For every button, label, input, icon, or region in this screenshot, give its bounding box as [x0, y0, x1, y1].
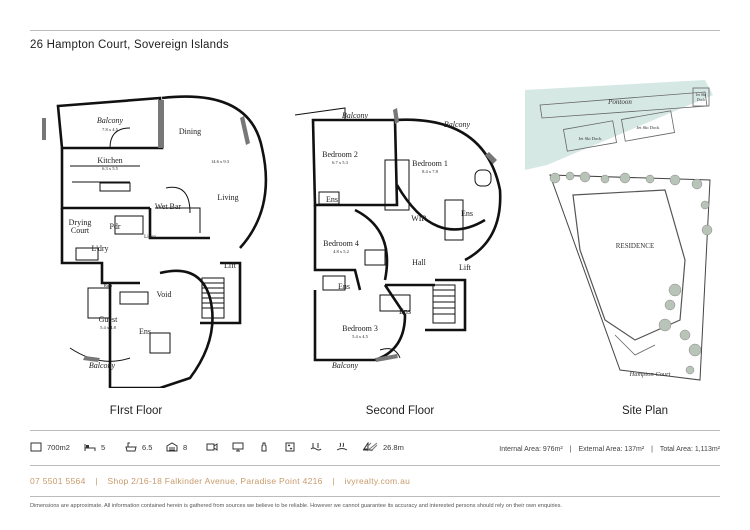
bedroom3-label: Bedroom 3 — [342, 324, 378, 333]
bedroom4-dim: 4.8 x 5.2 — [333, 249, 349, 254]
feature-wine — [258, 442, 275, 452]
contact-bar: 07 5501 5564 | Shop 2/16-18 Falkinder Avenue, Paradise Point 4216 | ivyrealty.com.au — [30, 476, 411, 486]
feature-baths — [125, 442, 152, 452]
dining-label: Dining — [178, 127, 202, 136]
lift-label: Lift — [224, 261, 236, 270]
garage-value: 8 — [183, 442, 188, 452]
second-floor-plan — [285, 100, 515, 380]
residence-label: RESIDENCE — [615, 242, 655, 250]
disclaimer: Dimensions are approximate. All information contained herein is gathered from sources we believe to be reliable. However we cannot guarantee its accuracy and interested persons should rely on their own enquiries. — [30, 503, 563, 509]
external-area: External Area: 137m² — [578, 446, 645, 453]
site-plan — [525, 80, 725, 385]
spa-icon — [336, 442, 348, 452]
feature-beds — [84, 442, 105, 452]
first-floor-drawing — [40, 88, 280, 388]
jet-ski-dock-c-label-2: Dock — [696, 98, 706, 102]
laundry-label: L'dry — [91, 244, 109, 253]
drying-court-label-2: Court — [70, 226, 90, 235]
second-floor-drawing — [285, 100, 515, 380]
pool-icon — [310, 442, 322, 452]
baths-value: 6.5 — [142, 442, 153, 452]
balcony-top-dim: 7.8 x 4.5 — [102, 127, 118, 132]
feature-frontage — [366, 442, 404, 452]
bedroom4-label: Bedroom 4 — [323, 239, 359, 248]
frontage-value: 26.8m — [383, 442, 404, 452]
balcony-right-label: Balcony — [443, 120, 471, 129]
bedroom2-dim: 6.7 x 5.3 — [332, 160, 348, 165]
area-summary: Internal Area: 976m² | External Area: 137m² | Total Area: 1,113m² — [499, 446, 720, 453]
second-floor-caption: Second Floor — [365, 405, 435, 417]
guest-dim: 5.4 x 4.8 — [100, 325, 116, 330]
street-label: Hampton Court — [629, 371, 671, 378]
land-area-value: 700m2 — [47, 442, 70, 452]
void-label: Void — [156, 290, 172, 299]
drying-court-label: Drying — [68, 218, 92, 227]
bath-label: Bath — [103, 283, 113, 288]
jet-ski-dock-a-label: Jet Ski Dock — [578, 136, 602, 141]
footer-rule — [30, 496, 720, 497]
top-rule — [30, 30, 720, 31]
lift-2-label: Lift — [459, 263, 471, 272]
hall-label: Hall — [412, 258, 426, 267]
cinema-icon — [206, 442, 218, 452]
jet-ski-dock-c-label: Jet Ski — [695, 93, 707, 97]
bedroom1-dim: 8.4 x 7.8 — [422, 169, 438, 174]
balcony-top-label: Balcony — [96, 116, 124, 125]
balcony-bottom-label: Balcony — [88, 361, 116, 370]
site-plan-drawing — [525, 80, 725, 385]
frontage-icon — [366, 442, 378, 452]
site-plan-caption: Site Plan — [621, 405, 669, 417]
office-icon — [232, 442, 244, 452]
internal-area: Internal Area: 976m² — [499, 446, 563, 453]
guest-ens-label: Ens — [139, 327, 151, 336]
living-label: Living — [217, 193, 239, 202]
wir-label: WIR — [411, 214, 427, 223]
garage-icon — [166, 442, 178, 452]
first-floor-plan — [40, 88, 280, 388]
beds-value: 5 — [101, 442, 106, 452]
feature-lift — [284, 442, 301, 452]
bath-icon — [125, 442, 137, 452]
ensuite-1-label: Ens — [326, 195, 338, 204]
ensuite-3-label: Ens — [338, 282, 350, 291]
contact-address: Shop 2/16-18 Falkinder Avenue, Paradise Point 4216 — [107, 476, 323, 486]
feature-spa — [336, 442, 353, 452]
bedroom3-dim: 5.4 x 4.5 — [352, 334, 368, 339]
property-address: 26 Hampton Court, Sovereign Islands — [30, 39, 229, 51]
wine-icon — [258, 442, 270, 452]
balcony-bottom-2-label: Balcony — [331, 361, 359, 370]
contact-phone[interactable]: 07 5501 5564 — [30, 476, 86, 486]
bed-icon — [84, 442, 96, 452]
living-dim: 14.6 x 9.3 — [211, 159, 229, 164]
ensuite-4-label: Ens — [399, 307, 411, 316]
pontoon-label: Pontoon — [608, 98, 632, 106]
land-area-icon — [30, 442, 42, 452]
bedroom2-label: Bedroom 2 — [322, 150, 358, 159]
bedroom1-label: Bedroom 1 — [412, 159, 448, 168]
wet-bar-label: Wet Bar — [154, 202, 182, 211]
mid-rule — [30, 430, 720, 431]
lift-icon — [284, 442, 296, 452]
linen-label: Linen — [144, 235, 156, 240]
pdr-label: Pdr — [109, 222, 121, 231]
balcony-left-label: Balcony — [341, 111, 369, 120]
feature-pool — [310, 442, 327, 452]
ensuite-2-label: Ens — [461, 209, 473, 218]
feature-cinema — [206, 442, 223, 452]
first-floor-caption: FIrst Floor — [109, 405, 163, 417]
kitchen-label: Kitchen — [97, 156, 123, 165]
feature-office — [232, 442, 249, 452]
total-area: Total Area: 1,113m² — [659, 446, 720, 453]
bottom-rule — [30, 465, 720, 466]
guest-label: Guest — [98, 315, 118, 324]
feature-garage — [166, 442, 187, 452]
kitchen-dim: 6.3 x 5.5 — [102, 166, 118, 171]
jet-ski-dock-b-label: Jet Ski Dock — [636, 125, 660, 130]
contact-website[interactable]: ivyrealty.com.au — [344, 476, 411, 486]
feature-land-area — [30, 442, 70, 452]
